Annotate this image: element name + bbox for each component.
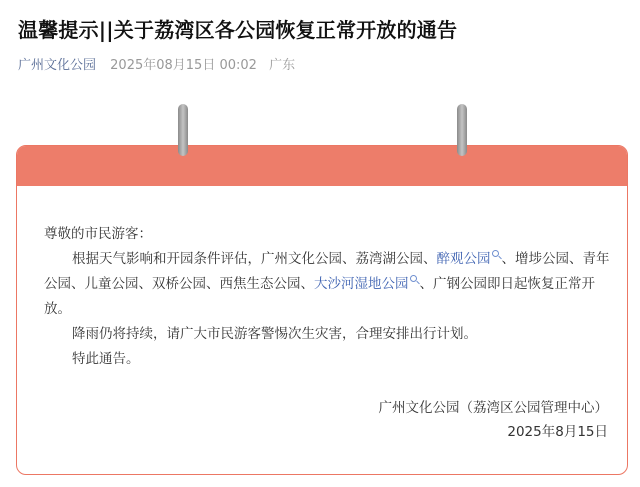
notice-greeting: 尊敬的市民游客： [44,226,152,242]
notice-paragraph-3: 特此通告。 [72,351,140,367]
notice-paragraph-2: 降雨仍将持续，请广大市民游客警惕次生灾害，合理安排出行计划。 [72,326,477,342]
article-meta [18,54,295,73]
notice-text: 、增埗公园、青年公园、儿童公园、双桥公园、西焦生态公园、 [44,251,610,292]
publish-time: 2025年08月15日 00:02 [110,58,257,73]
publish-location: 广东 [269,58,296,73]
keyword-link-dashahe-park[interactable]: 大沙河湿地公园 [314,276,409,292]
notice-signature [379,396,609,444]
search-icon[interactable] [492,250,499,257]
notice-text: 、广钢公园即日起恢复正常开放。 [44,276,595,317]
calendar-ring-right [457,104,467,156]
calendar-ring-left [178,104,188,156]
notice-body [44,222,619,372]
search-icon[interactable] [410,275,417,282]
notice-card-header [17,146,627,186]
keyword-link-zuiguan-park[interactable]: 醉观公园 [436,251,491,267]
article-title: 温馨提示||关于荔湾区各公园恢复正常开放的通告 [18,18,458,42]
notice-paragraph-1 [44,247,619,322]
notice-text: 根据天气影响和开园条件评估，广州文化公园、荔湾湖公园、 [72,251,437,267]
signature-org: 广州文化公园（荔湾区公园管理中心） [378,400,608,416]
signature-date: 2025年8月15日 [507,424,608,440]
account-name-link[interactable]: 广州文化公园 [18,58,97,73]
